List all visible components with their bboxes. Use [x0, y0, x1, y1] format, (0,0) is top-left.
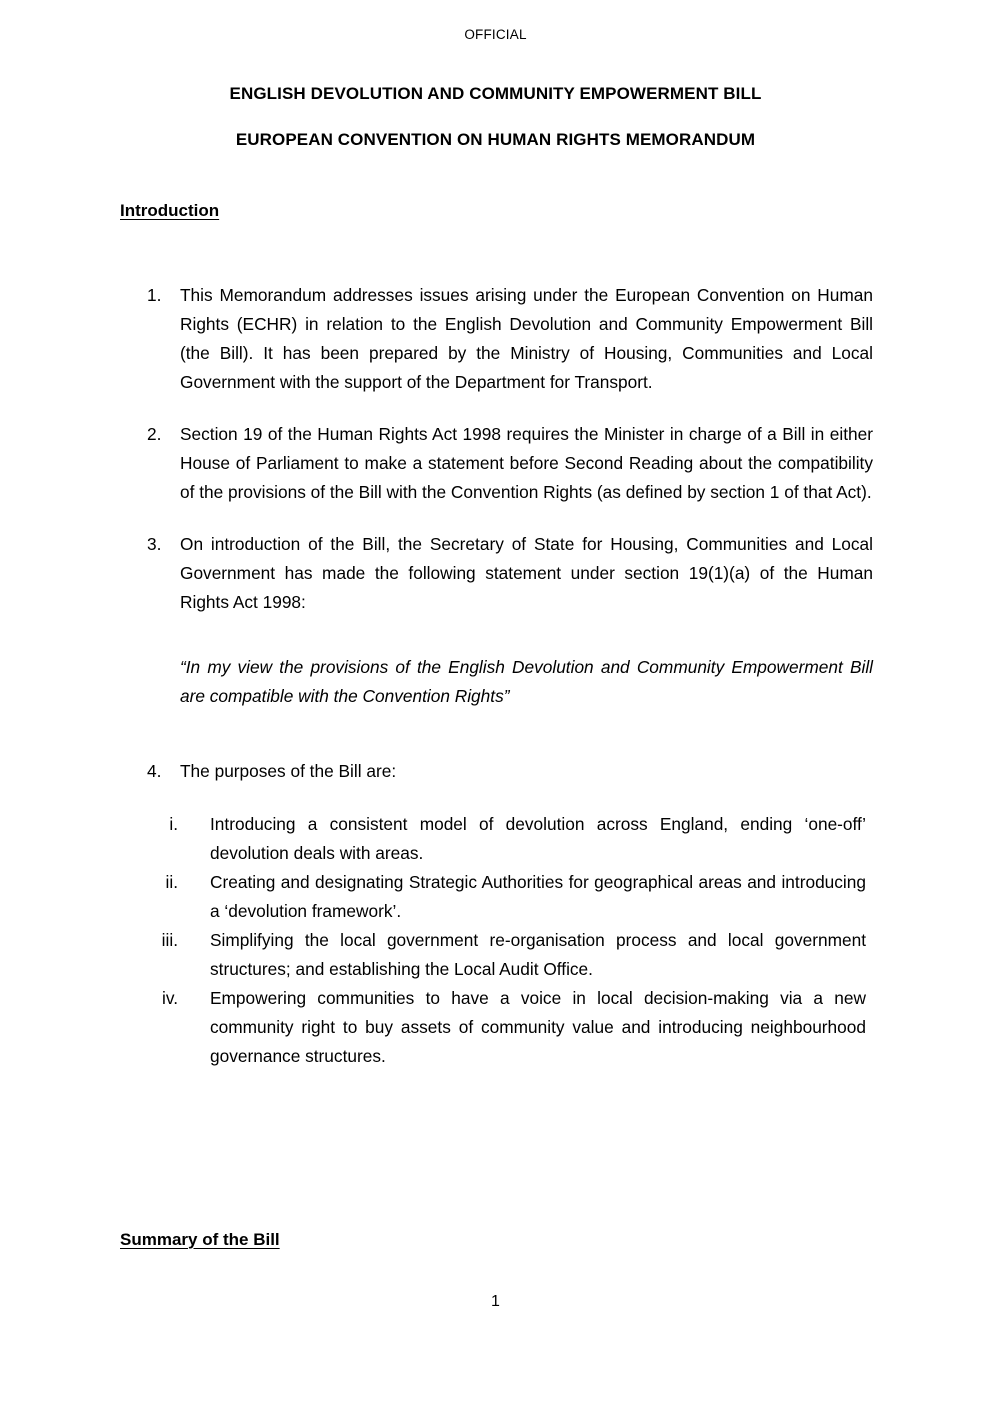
list-item	[130, 926, 866, 984]
document-title-block	[0, 84, 991, 151]
list-item-text: Empowering communities to have a voice in local decision-making via a new community right to buy assets of community value and introducing neighbourhood governance structures.	[210, 988, 866, 1066]
list-item-marker: iv.	[162, 988, 178, 1008]
paragraph-marker: 2.	[147, 424, 162, 444]
paragraph-marker: 3.	[147, 534, 162, 554]
paragraph-text: Section 19 of the Human Rights Act 1998 requires the Minister in charge of a Bill in either House of Parliament to make a statement before Second Reading about the compatibility of the provisions of the Bill with the Convention Rights (as defined by section 1 of that Act).	[180, 424, 873, 502]
paragraph-marker: 4.	[147, 761, 162, 781]
section-heading-introduction: Introduction	[120, 201, 220, 220]
numbered-paragraph	[147, 530, 873, 617]
document-title-line-1: ENGLISH DEVOLUTION AND COMMUNITY EMPOWERMENT BILL	[229, 84, 762, 103]
paragraph-text: On introduction of the Bill, the Secretary of State for Housing, Communities and Local Government has made the following statement under section 19(1)(a) of the Human Rights Act 1998:	[180, 534, 873, 612]
bill-purposes-list	[0, 810, 991, 1071]
classification-marking: OFFICIAL	[464, 27, 527, 42]
paragraph-marker: 1.	[147, 285, 162, 305]
list-item-marker: i.	[169, 814, 178, 834]
paragraph-text: The purposes of the Bill are:	[180, 761, 397, 781]
numbered-paragraph	[147, 420, 873, 507]
paragraph-text: This Memorandum addresses issues arising under the European Convention on Human Rights (ECHR) in relation to the English Devolution and Community Empowerment Bill (the Bill). It has been prepared by the Ministry of Housing, Communities and Local Government with the support of the Department for Transport.	[180, 285, 873, 392]
list-item-text: Simplifying the local government re-organisation process and local government structures; and establishing the Local Audit Office.	[210, 930, 866, 979]
document-body	[0, 281, 991, 1071]
list-item-text: Creating and designating Strategic Authorities for geographical areas and introducing a ‘devolution framework’.	[210, 872, 866, 921]
list-item	[130, 984, 866, 1071]
page-number: 1	[491, 1293, 500, 1310]
list-item	[130, 810, 866, 868]
ministerial-statement-quote: “In my view the provisions of the English Devolution and Community Empowerment Bill are compatible with the Convention Rights”	[180, 657, 873, 706]
numbered-paragraph	[147, 757, 873, 786]
section-heading-summary-of-the-bill: Summary of the Bill	[120, 1230, 280, 1249]
list-item-marker: ii.	[165, 872, 178, 892]
document-title-line-2: EUROPEAN CONVENTION ON HUMAN RIGHTS MEMORANDUM	[235, 130, 756, 150]
numbered-paragraph	[147, 281, 873, 397]
list-item	[130, 868, 866, 926]
list-item-text: Introducing a consistent model of devolution across England, ending ‘one-off’ devolution deals with areas.	[210, 814, 866, 863]
list-item-marker: iii.	[161, 930, 178, 950]
